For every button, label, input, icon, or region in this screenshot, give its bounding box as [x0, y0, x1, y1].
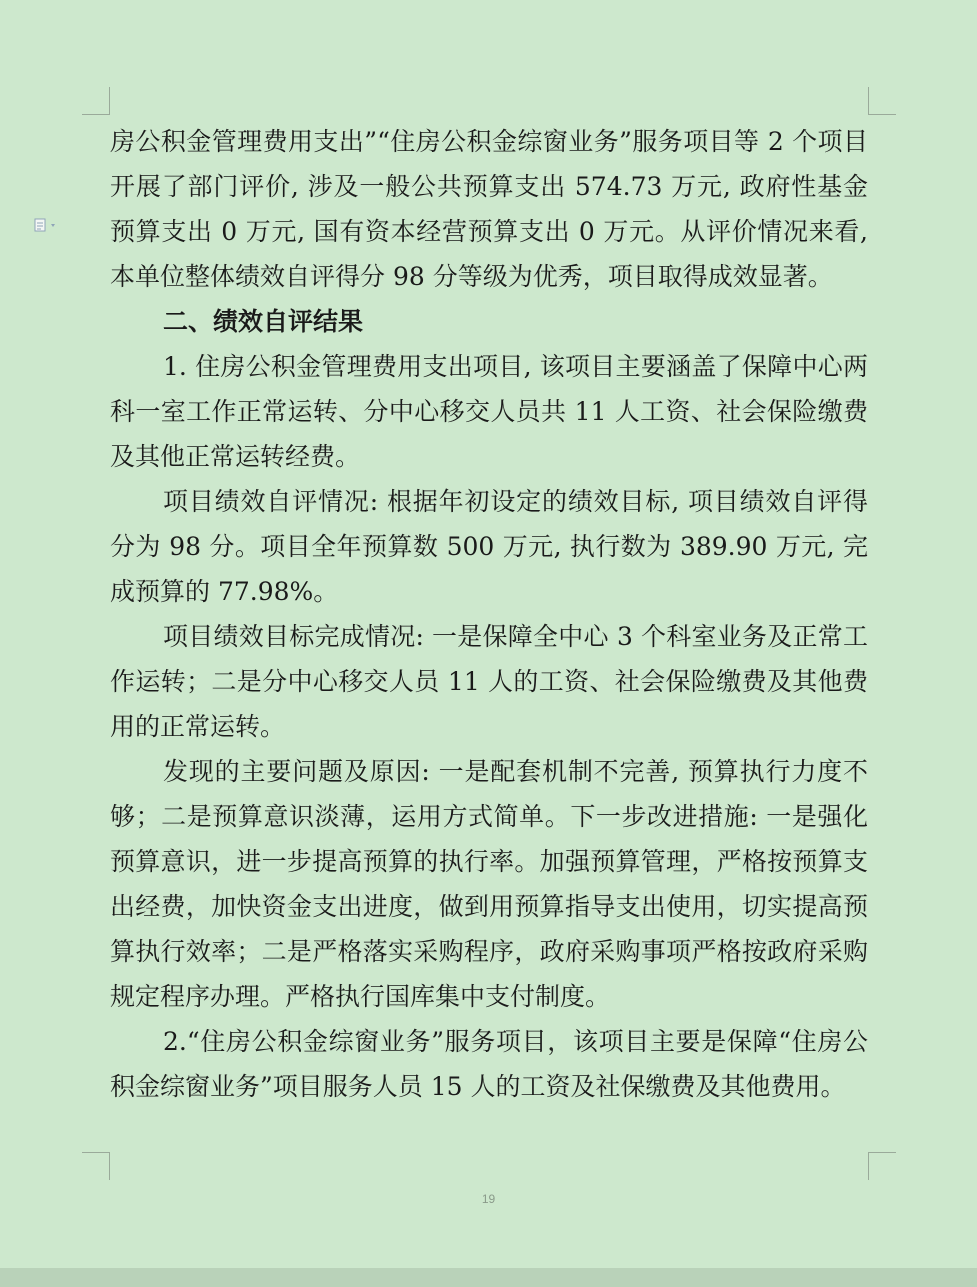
paragraph-project-2: 2.“住房公积金综窗业务”服务项目，该项目主要是保障“住房公积金综窗业务”项目服务人员 15 人的工资及社保缴费及其他费用。 [110, 1027, 868, 1101]
paragraph-goal-completion: 项目绩效目标完成情况: 一是保障全中心 3 个科室业务及正常工作运转；二是分中心移交人员 11 人的工资、社会保险缴费及其他费用的正常运转。 [110, 622, 868, 741]
document-note-icon[interactable] [34, 217, 60, 231]
page-number: 19 [481, 1192, 496, 1206]
crop-mark-top-left [82, 87, 110, 115]
paragraph-problems: 发现的主要问题及原因: 一是配套机制不完善, 预算执行力度不够；二是预算意识淡薄，运用方式简单。下一步改进措施: 一是强化预算意识，进一步提高预算的执行率。加强预算管理，严格按预算支出经费，加快资金支出进度，做到用预算指导支出使用，切实提高预算执行效率；二是严格落实采购程序，政府采购事项严格按政府采购规定程序办理。严格执行国库集中支付制度。 [110, 757, 868, 1011]
crop-mark-top-right [868, 87, 896, 115]
crop-mark-bottom-right [868, 1152, 896, 1180]
section-heading: 二、绩效自评结果 [163, 307, 364, 336]
paragraph-project-1: 1. 住房公积金管理费用支出项目, 该项目主要涵盖了保障中心两科一室工作正常运转、分中心移交人员共 11 人工资、社会保险缴费及其他正常运转经费。 [110, 352, 868, 471]
bottom-scroll-area [0, 1268, 977, 1287]
document-body [110, 119, 868, 1109]
paragraph-self-evaluation: 项目绩效自评情况: 根据年初设定的绩效目标, 项目绩效自评得分为 98 分。项目全年预算数 500 万元, 执行数为 389.90 万元, 完成预算的 77.98%。 [110, 487, 868, 606]
crop-mark-bottom-left [82, 1152, 110, 1180]
paragraph-intro: 房公积金管理费用支出”“住房公积金综窗业务”服务项目等 2 个项目开展了部门评价, 涉及一般公共预算支出 574.73 万元, 政府性基金预算支出 0 万元, 国有资本经营预算支出 0 万元。从评价情况来看, 本单位整体绩效自评得分 98 分等级为优秀，项目取得成效显著。 [110, 127, 868, 291]
